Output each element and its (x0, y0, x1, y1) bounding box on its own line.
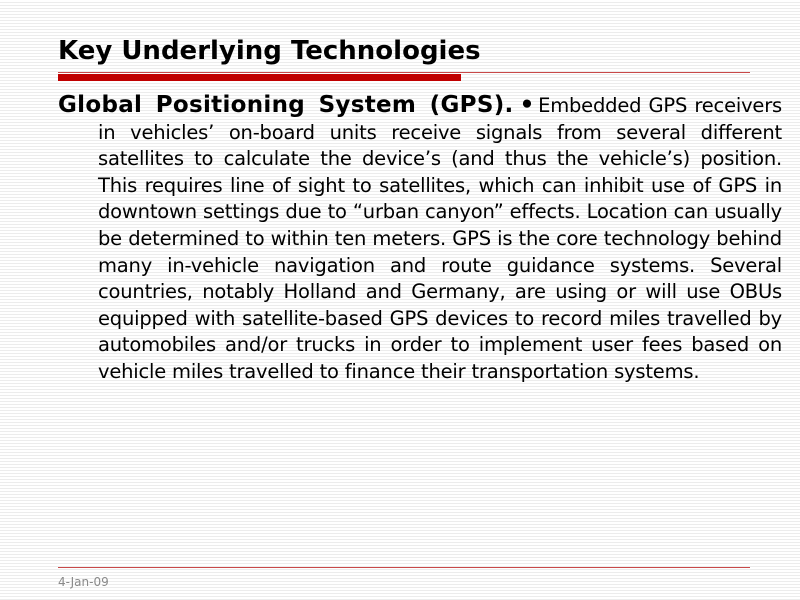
slide-title: Key Underlying Technologies (58, 36, 481, 66)
gps-body-text: Embedded GPS receivers in vehicles’ on-board units receive signals from several different satellites to calculate the device’s (and thus the vehicle’s) position. This requires line of sight to satellites, which can inhibit use of GPS in downtown settings due to “urban canyon” effects. Location can usually be determined to within ten meters. GPS is the core technology behind many in-vehicle navigation and route guidance systems. Several countries, notably Holland and Germany, are using or will use OBUs equipped with satellite-based GPS devices to record miles travelled by automobiles and/or trucks in order to implement user fees based on vehicle miles travelled to finance their transportation systems. (98, 94, 782, 383)
footer-date: 4-Jan-09 (58, 575, 109, 589)
gps-paragraph (58, 92, 782, 386)
title-underline-accent (58, 74, 461, 81)
title-underline-thin (58, 72, 750, 73)
footer-rule (58, 567, 750, 568)
gps-lead-heading: Global Positioning System (GPS). (58, 92, 514, 118)
bullet-icon: • (519, 92, 535, 118)
